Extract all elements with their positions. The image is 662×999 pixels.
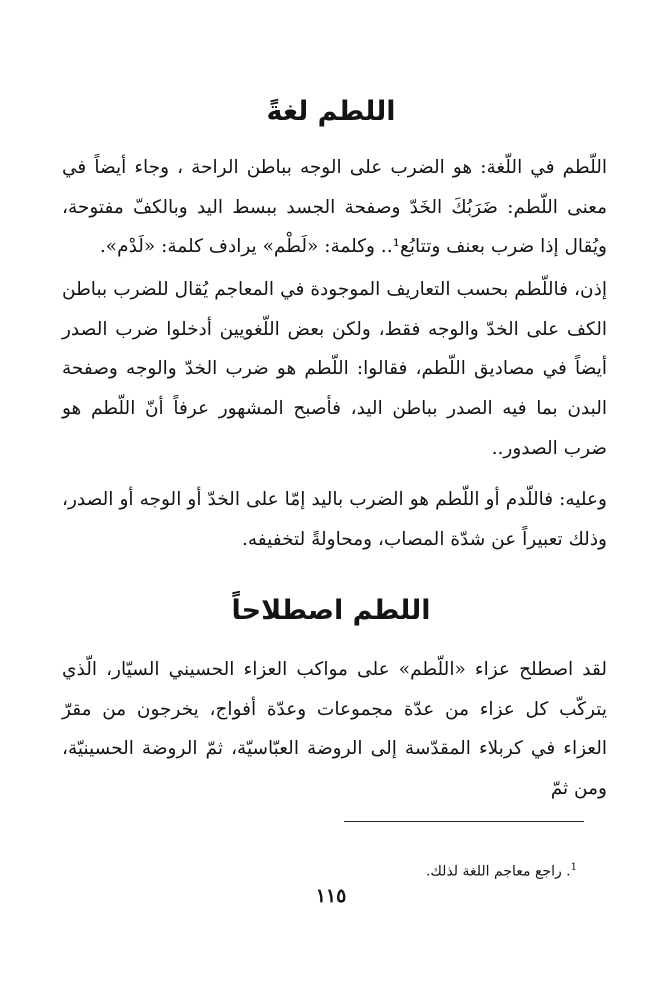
paragraph-conclusion: وعليه: فاللّدم أو اللّطم هو الضرب باليد إمّا على الخدّ أو الوجه أو الصدر، وذلك تعبيراً عن شدّة المصاب، ومحاولةً لتخفيفه. xyxy=(62,489,607,550)
page-number: ١١٥ xyxy=(315,885,347,907)
footnote xyxy=(426,858,577,882)
footnote-marker: 1 xyxy=(570,862,577,873)
footnote-text: . راجع معاجم اللغة لذلك. xyxy=(425,863,571,880)
paragraph-definition: اللّطم في اللّغة: هو الضرب على الوجه بباطن الراحة ، وجاء أيضاً في معنى اللّطم: ضَرَبُكَ الخَدّ وصفحة الجسد ببسط اليد وبالكفّ مفتوحة، ويُقال إذا ضرب بعنف وتتابُع¹.. وكلمة: «لَطْم» يرادف كلمة: «لَدْم». xyxy=(62,157,607,258)
paragraph-technical-definition: لقد اصطلح عزاء «اللّطم» على مواكب العزاء الحسيني السيّار، الّذي يتركّب كل عزاء من عدّة مجموعات وعدّة أفواج، يخرجون من مقرّ العزاء في كربلاء المقدّسة إلى الروضة العبّاسيّة، ثمّ الروضة الحسينيّة، ومن ثمّ xyxy=(62,659,607,800)
section-heading-technical: اللطم اصطلاحاً xyxy=(231,595,431,626)
paragraph-dictionary-usage: إذن، فاللّطم بحسب التعاريف الموجودة في المعاجم يُقال للضرب بباطن الكف على الخدّ والوجه فقط، ولكن بعض اللّغويين أدخلوا ضرب الصدر أيضاً في مصاديق اللّطم، فقالوا: اللّطم هو ضرب الخدّ والوجه وصفحة البدن بما فيه الصدر بباطن اليد، فأصبح المشهور عرفاً أنّ اللّطم هو ضرب الصدور.. xyxy=(62,279,607,459)
section-heading-lexical: اللطم لغةً xyxy=(266,96,396,127)
footnote-divider xyxy=(344,821,584,822)
